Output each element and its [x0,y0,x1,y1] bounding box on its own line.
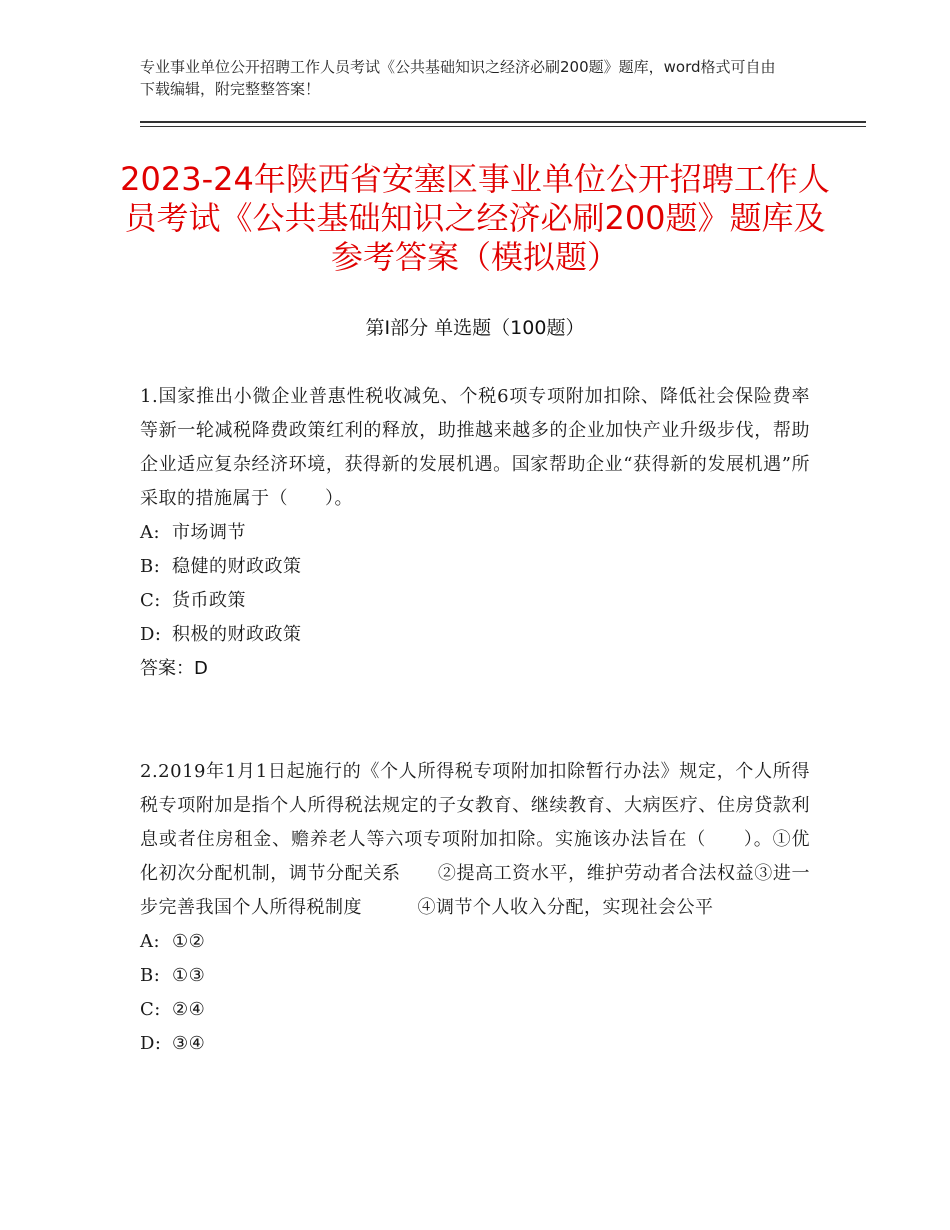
option-b [140,959,810,993]
header-note: 专业事业单位公开招聘工作人员考试《公共基础知识之经济必刷200题》题库，word格式可自由下载编辑，附完整整答案！ [140,58,776,98]
option-letter: C: [140,590,161,611]
option-text: 市场调节 [172,522,246,543]
option-a [140,925,810,959]
option-text: ①③ [172,965,206,986]
option-text: 稳健的财政政策 [172,556,302,577]
option-letter: B: [140,965,161,986]
option-letter: A: [140,931,161,952]
option-letter: D: [140,1033,162,1054]
option-letter: D: [140,624,162,645]
option-letter: A: [140,522,161,543]
header-divider-thin [140,126,866,127]
question-2 [140,755,810,1061]
document-title: 2023-24年陕西省安塞区事业单位公开招聘工作人员考试《公共基础知识之经济必刷200题》题库及参考答案（模拟题） [120,160,830,276]
question-text: 2.2019年1月1日起施行的《个人所得税专项附加扣除暂行办法》规定，个人所得税专项附加是指个人所得税法规定的子女教育、继续教育、大病医疗、住房贷款利息或者住房租金、赡养老人等六项专项附加扣除。实施该办法旨在（ ）。①优化初次分配机制，调节分配关系 ②提高工资水平，维护劳动者合法权益③进一步完善我国个人所得税制度 ④调节个人收入分配，实现社会公平 [140,761,810,918]
option-text: 积极的财政政策 [172,624,302,645]
option-c [140,993,810,1027]
header-divider-thick [140,121,866,123]
question-text: 1.国家推出小微企业普惠性税收减免、个税6项专项附加扣除、降低社会保险费率等新一轮减税降费政策红利的释放，助推越来越多的企业加快产业升级步伐，帮助企业适应复杂经济环境，获得新的发展机遇。国家帮助企业“获得新的发展机遇”所采取的措施属于（ ）。 [140,386,810,509]
answer: 答案：D [140,658,208,679]
section-title: 第Ⅰ部分 单选题（100题） [365,317,585,339]
question-1 [140,380,810,686]
option-b [140,550,810,584]
option-d [140,618,810,652]
option-letter: B: [140,556,161,577]
option-text: ③④ [172,1033,206,1054]
option-text: 货币政策 [172,590,246,611]
option-d [140,1027,810,1061]
option-a [140,516,810,550]
option-text: ①② [172,931,206,952]
option-letter: C: [140,999,161,1020]
option-text: ②④ [172,999,206,1020]
option-c [140,584,810,618]
